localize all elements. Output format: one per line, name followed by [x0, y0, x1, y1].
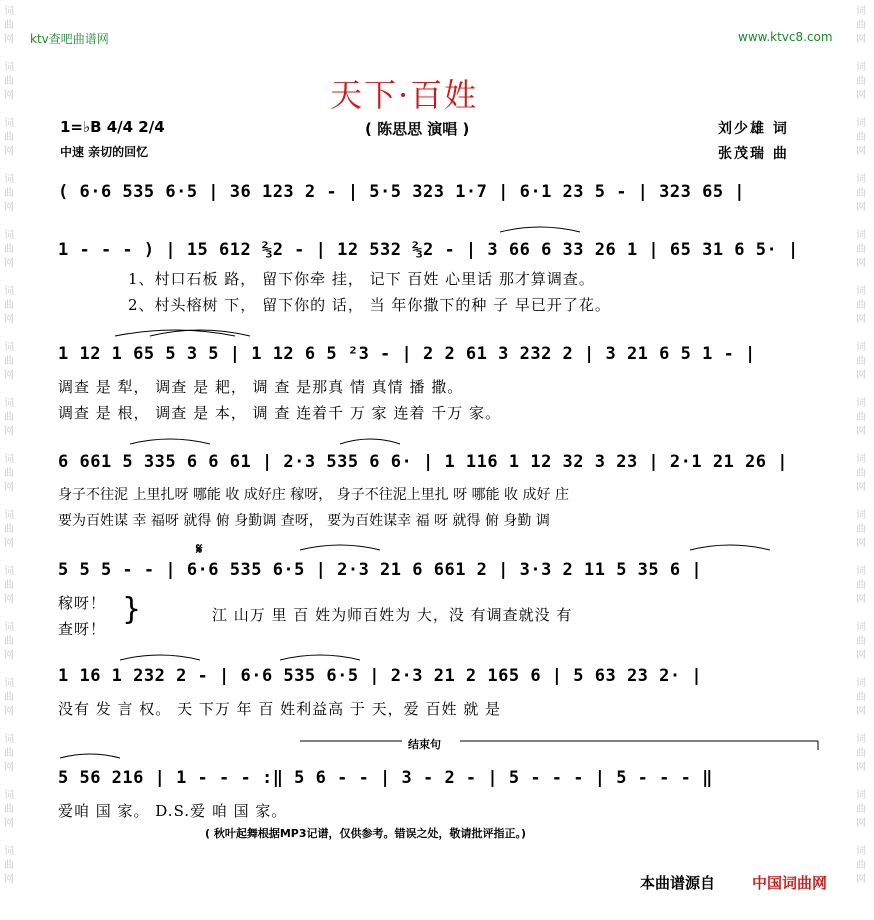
watermark-glyph: 网 [4, 314, 14, 325]
watermark-glyph: 网 [4, 538, 14, 549]
composer: 张茂瑞 曲 [718, 146, 789, 162]
watermark-glyph: 曲 [856, 76, 866, 87]
notation-line-6: 1 16 1 232 2 - | 6·6 535 6·5 | 2·3 21 2 165 6 | 5 63 23 2· | [58, 666, 703, 686]
watermark-glyph: 网 [856, 762, 866, 773]
watermark-glyph: 曲 [4, 860, 14, 871]
watermark-glyph: 曲 [856, 356, 866, 367]
watermark-glyph: 词 [4, 118, 14, 129]
watermark-glyph: 网 [856, 146, 866, 157]
watermark-glyph: 曲 [4, 804, 14, 815]
watermark-glyph: 网 [4, 370, 14, 381]
watermark-glyph: 词 [856, 846, 866, 857]
watermark-glyph: 词 [856, 734, 866, 745]
watermark-glyph: 网 [4, 90, 14, 101]
watermark-glyph: 词 [856, 678, 866, 689]
notation-line-5: 5 5 5 - - | 6·6 535 6·5 | 2·3 21 6 661 2 | 3·3 2 11 5 35 6 | [58, 560, 703, 580]
watermark-glyph: 曲 [856, 860, 866, 871]
lyrics-line-5-verse-2: 查呀！ [58, 620, 107, 638]
watermark-glyph: 网 [856, 370, 866, 381]
watermark-glyph: 网 [4, 818, 14, 829]
notation-line-3: 1 12 1 65 5 3 5 | 1 12 6 5 ²3 - | 2 2 61 3 232 2 | 3 21 6 5 1 - | [58, 344, 756, 364]
lyrics-line-5-verse-1: 稼呀！ [58, 594, 107, 612]
watermark-glyph: 网 [856, 594, 866, 605]
watermark-glyph: 曲 [4, 412, 14, 423]
watermark-glyph: 词 [4, 454, 14, 465]
watermark-glyph: 词 [4, 510, 14, 521]
watermark-glyph: 曲 [856, 300, 866, 311]
watermark-glyph: 词 [4, 174, 14, 185]
slur-line-6b [280, 655, 360, 660]
watermark-glyph: 曲 [856, 804, 866, 815]
watermark-glyph: 曲 [4, 524, 14, 535]
watermark-glyph: 词 [856, 286, 866, 297]
watermark-glyph: 词 [856, 6, 866, 17]
slur-line-5 [300, 545, 380, 550]
lyrics-line-4-verse-2: 要为百姓谋 幸 福呀 就得 俯 身勤调 查呀， 要为百姓谋幸 福 呀 就得 俯 身勤 调 [58, 513, 550, 529]
watermark-glyph: 网 [4, 482, 14, 493]
watermark-glyph: 网 [856, 818, 866, 829]
ending-label: 结束句 [408, 738, 441, 751]
watermark-glyph: 词 [856, 174, 866, 185]
watermark-glyph: 网 [856, 874, 866, 885]
watermark-glyph: 网 [4, 146, 14, 157]
lyrics-line-5-shared: 江 山万 里 百 姓为师百姓为 大，没 有调查就没 有 [212, 606, 573, 624]
watermark-glyph: 词 [4, 790, 14, 801]
watermark-glyph: 词 [4, 286, 14, 297]
watermark-glyph: 曲 [856, 20, 866, 31]
watermark-glyph: 网 [856, 706, 866, 717]
slur-line-7 [60, 754, 120, 758]
lyrics-line-6: 没有 发 言 权。 天 下万 年 百 姓利益高 于 天，爱 百姓 就 是 [58, 700, 501, 718]
watermark-glyph: 词 [4, 6, 14, 17]
slur-line-6 [120, 655, 200, 660]
watermark-glyph: 曲 [4, 692, 14, 703]
slur-line-4b [340, 439, 400, 444]
watermark-glyph: 词 [856, 790, 866, 801]
source-label: 本曲谱源自 [640, 874, 716, 892]
watermark-glyph: 词 [4, 678, 14, 689]
watermark-glyph: 词 [4, 62, 14, 73]
lyrics-line-4-verse-1: 身子不往泥 上里扎呀 哪能 收 成好庄 稼呀， 身子不往泥上里扎 呀 哪能 收 成好 庄 [58, 487, 569, 503]
lyrics-line-7: 爱咱 国 家。 D.S.爱 咱 国 家。 [58, 802, 288, 820]
watermark-glyph: 网 [856, 426, 866, 437]
slur-line-2 [500, 227, 580, 232]
watermark-glyph: 曲 [4, 636, 14, 647]
watermark-glyph: 网 [856, 258, 866, 269]
notation-line-7: 5 56 216 | 1 - - - :‖ 5 6 - - | 3 - 2 - | 5 - - - | 5 - - - ‖ [58, 768, 713, 788]
watermark-glyph: 曲 [856, 244, 866, 255]
watermark-glyph: 网 [4, 874, 14, 885]
lyricist: 刘少雄 词 [718, 121, 789, 137]
lyrics-line-3-verse-1: 调查 是 犁， 调查 是 耙， 调 查 是那真 情 真情 播 撒。 [58, 378, 464, 396]
lyrics-line-3-verse-2: 调查 是 根， 调查 是 本， 调 查 连着千 万 家 连着 千万 家。 [58, 404, 501, 422]
watermark-glyph: 曲 [4, 300, 14, 311]
watermark-glyph: 曲 [4, 748, 14, 759]
transcriber-note: ( 秋叶起舞根据MP3记谱，仅供参考。错误之处，敬请批评指正。) [205, 827, 527, 840]
watermark-glyph: 网 [4, 594, 14, 605]
watermark-glyph: 词 [856, 566, 866, 577]
notation-line-2: 1 - - - ) | 15 612 ⅔2 - | 12 532 ⅔2 - | 3 66 6 33 26 1 | 65 31 6 5· | [58, 240, 799, 260]
watermark-glyph: 网 [856, 650, 866, 661]
tempo-marking: 中速 亲切的回忆 [60, 145, 149, 159]
watermark-glyph: 词 [4, 622, 14, 633]
watermark-glyph: 曲 [856, 132, 866, 143]
site-name-left[interactable]: ktv查吧曲谱网 [30, 32, 109, 46]
watermark-glyph: 网 [4, 202, 14, 213]
watermark-glyph: 网 [4, 706, 14, 717]
watermark-glyph: 词 [4, 734, 14, 745]
watermark-glyph: 曲 [856, 580, 866, 591]
watermark-glyph: 曲 [4, 468, 14, 479]
lyrics-line-2-verse-2: 2、村头榕树 下， 留下你的 话， 当 年你撒下的种 子 早已开了花。 [128, 296, 611, 314]
watermark-glyph: 词 [856, 398, 866, 409]
watermark-glyph: 词 [856, 622, 866, 633]
segno-sign: 𝄋 [196, 540, 203, 558]
watermark-glyph: 词 [856, 342, 866, 353]
watermark-glyph: 词 [4, 846, 14, 857]
watermark-glyph: 曲 [856, 412, 866, 423]
watermark-glyph: 曲 [856, 188, 866, 199]
watermark-glyph: 词 [856, 62, 866, 73]
watermark-glyph: 网 [856, 90, 866, 101]
song-title: 天下·百姓 [330, 76, 479, 114]
watermark-glyph: 曲 [4, 20, 14, 31]
slur-line-4 [130, 439, 210, 444]
watermark-glyph: 曲 [4, 76, 14, 87]
watermark-glyph: 曲 [856, 524, 866, 535]
watermark-glyph: 网 [856, 202, 866, 213]
watermark-glyph: 词 [856, 118, 866, 129]
key-signature: 1=♭B 4/4 2/4 [60, 118, 165, 136]
watermark-glyph: 词 [4, 398, 14, 409]
watermark-glyph: 网 [4, 258, 14, 269]
watermark-glyph: 词 [4, 342, 14, 353]
watermark-glyph: 词 [4, 230, 14, 241]
watermark-glyph: 曲 [4, 580, 14, 591]
watermark-glyph: 网 [856, 314, 866, 325]
watermark-glyph: 词 [856, 454, 866, 465]
watermark-glyph: 网 [4, 426, 14, 437]
watermark-glyph: 词 [856, 510, 866, 521]
watermark-glyph: 网 [4, 762, 14, 773]
watermark-glyph: 曲 [856, 468, 866, 479]
watermark-glyph: 曲 [4, 132, 14, 143]
watermark-glyph: 曲 [4, 244, 14, 255]
watermark-glyph: 网 [4, 34, 14, 45]
watermark-glyph: 网 [856, 34, 866, 45]
watermark-glyph: 曲 [4, 188, 14, 199]
lyrics-brace: } [122, 592, 142, 627]
watermark-glyph: 网 [4, 650, 14, 661]
performer: ( 陈思思 演唱 ) [365, 120, 470, 138]
watermark-glyph: 词 [856, 230, 866, 241]
watermark-glyph: 词 [4, 566, 14, 577]
slur-line-5b [690, 545, 770, 550]
site-url-right[interactable]: www.ktvc8.com [738, 30, 833, 44]
lyrics-line-2-verse-1: 1、村口石板 路， 留下你牵 挂， 记下 百姓 心里话 那才算调查。 [128, 270, 595, 288]
source-site-link[interactable]: 中国词曲网 [752, 874, 828, 892]
watermark-glyph: 曲 [856, 748, 866, 759]
watermark-glyph: 曲 [856, 636, 866, 647]
watermark-glyph: 网 [856, 538, 866, 549]
watermark-glyph: 曲 [856, 692, 866, 703]
notation-line-4: 6 661 5 335 6 6 61 | 2·3 535 6 6· | 1 116 1 12 32 3 23 | 2·1 21 26 | [58, 452, 788, 472]
watermark-glyph: 曲 [4, 356, 14, 367]
watermark-glyph: 网 [856, 482, 866, 493]
notation-line-1: ( 6·6 535 6·5 | 36 123 2 - | 5·5 323 1·7 | 6·1 23 5 - | 323 65 | [58, 182, 746, 202]
